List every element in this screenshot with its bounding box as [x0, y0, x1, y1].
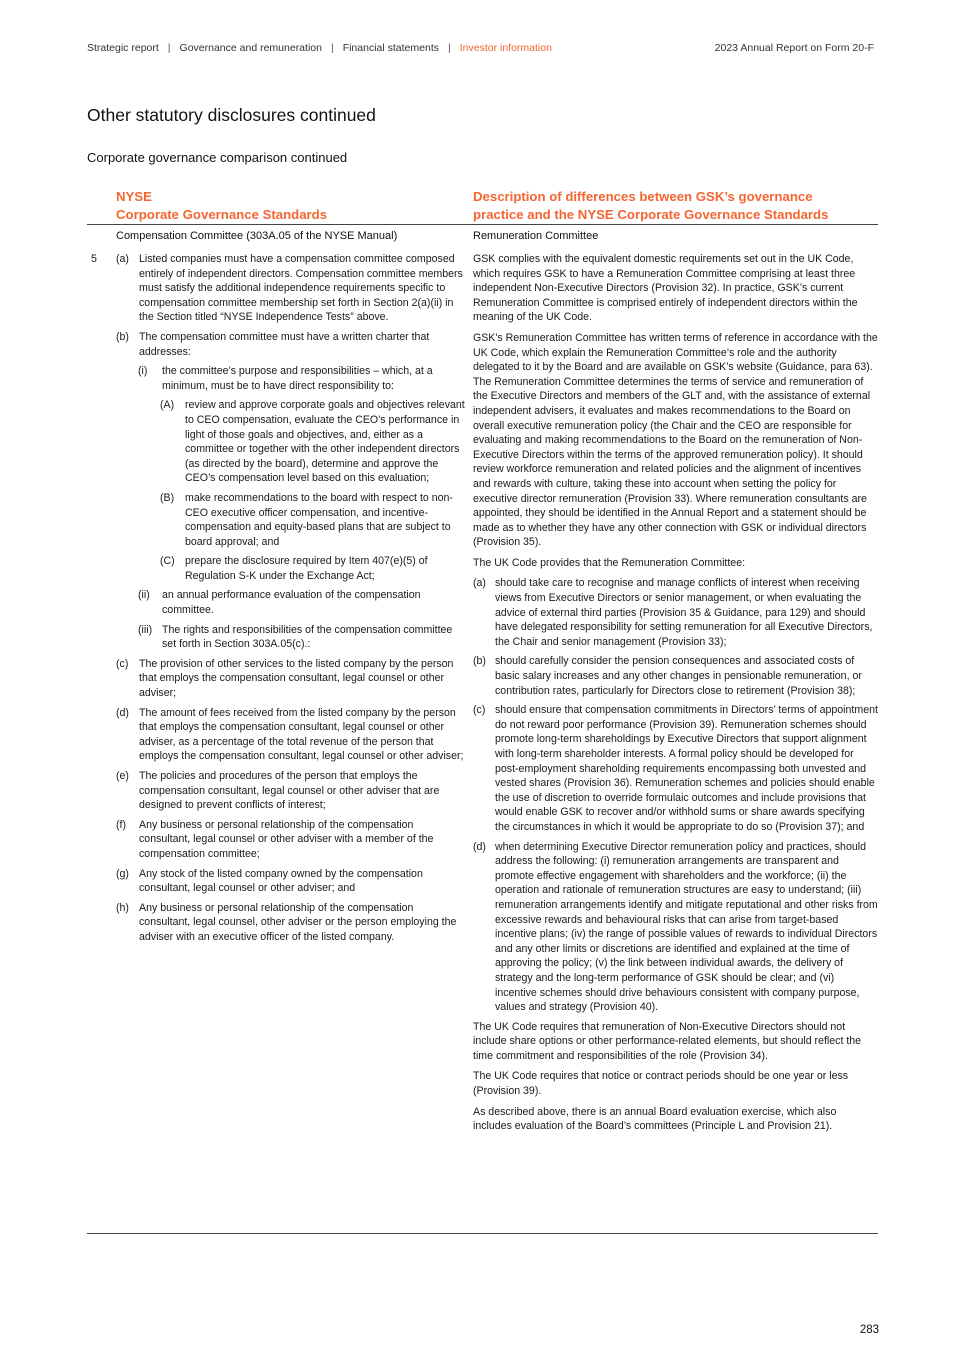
- compensation-committee-subheading: Compensation Committee (303A.05 of the NYSE Manual): [116, 230, 398, 242]
- gsk-item-d: [473, 840, 878, 1015]
- item-text: prepare the disclosure required by Item 407(e)(5) of Regulation S-K under the Exchange Act;: [185, 555, 428, 582]
- item-marker: (iii): [138, 623, 153, 636]
- item-text: review and approve corporate goals and objectives relevant to CEO compensation, evaluate the CEO’s performance in light of those goals and objectives, and, either as a committee or together with the other independent directors (as directed by the board), determine and approve the CEO’s compensation level based on this evaluation;: [185, 399, 465, 485]
- item-marker: (A): [160, 399, 175, 412]
- item-text: The rights and responsibilities of the compensation committee set forth in Section 303A.05(c).:: [162, 623, 453, 651]
- item-text: Any business or personal relationship of the compensation consultant, legal counsel or other adviser with a member of the compensation committee;: [139, 818, 434, 860]
- item-marker: (f): [116, 818, 126, 831]
- item-marker: (a): [473, 577, 486, 590]
- item-text: should ensure that compensation commitments in Directors’ terms of appointment do not reward poor performance (Provision 39). Remuneration schemes should promote long-term shareholdings by Executive Directors that support alignment with long-term shareholder interests. A formal policy should be developed for post-employment shareholding requirements encompassing both unvested and vested shares (Provision 36). Remuneration schemes and policies should enable the use of discretion to override formulaic outcomes and include provisions that would enable GSK to recover and/or withhold sums or share awards specifying the circumstances in which it would be appropriate to do so (Provision 37); and: [495, 704, 878, 833]
- gsk-paragraph-1: GSK complies with the equivalent domestic requirements set out in the UK Code, which requires GSK to have a Remuneration Committee comprising at least three independent Non-Executive Directors (Provision 32). In practice, GSK’s current Remuneration Committee is comprised entirely of independent directors within the meaning of the UK Code.: [473, 253, 858, 324]
- gsk-paragraph-5: The UK Code requires that notice or contract periods should be one year or less (Provision 39).: [473, 1070, 849, 1098]
- item-text: should take care to recognise and manage conflicts of interest when receiving views from Executive Directors or senior management, or when evaluating the advice of external third parties (Provision 35 & Guidance, para 129) and should have delegated responsibility for setting remuneration for all Executive Directors, the Chair and senior management (Provision 33);: [495, 577, 873, 648]
- nyse-item-b-i-b: [87, 491, 467, 549]
- item-marker: (C): [160, 555, 175, 568]
- nyse-heading-line-2: Corporate Governance Standards: [116, 206, 328, 222]
- item-text: make recommendations to the board with respect to non-CEO executive officer compensation, and incentive-compensation and equity-based plans that are subject to board approval; and: [185, 491, 453, 548]
- nyse-standards-column: [87, 252, 467, 950]
- item-marker: (c): [473, 704, 486, 717]
- gsk-item-c: [473, 703, 878, 834]
- page-number: 283: [859, 1324, 879, 1336]
- nyse-item-h: [87, 901, 467, 945]
- nyse-heading-line-1: NYSE: [116, 189, 152, 204]
- gsk-paragraph-6: As described above, there is an annual Board evaluation exercise, which also includes evaluation of the Board’s committees (Principle L and Provision 21).: [473, 1105, 837, 1133]
- gsk-practice-column: [473, 252, 878, 1140]
- item-marker: (B): [160, 491, 175, 504]
- gsk-heading-line-2: practice and the NYSE Corporate Governance Standards: [473, 206, 829, 222]
- nyse-item-b-i-c: [87, 554, 467, 583]
- nyse-item-b: [87, 330, 467, 359]
- item-text: when determining Executive Director remuneration policy and practices, should address the following: (i) remuneration arrangements are transparent and promote effective engagement with shareholders and the workforce; (ii) the operation and rationale of remuneration structures are easy to understand; (iii) remuneration arrangements identify and mitigate reputational and other risks from excessive rewards and behavioural risks that can arise from target-based incentive plans; (iv) the range of possible values of rewards to individual Directors and any other limits or discretions are identified and explained at the time of approving the policy; (v) the link between individual awards, the delivery of strategy and the long-term performance of GSK should be clear; and (vi) incentive schemes should drive behaviours consistent with company purpose, values and strategy (Provision 40).: [495, 840, 878, 1014]
- item-text: Any stock of the listed company owned by the compensation consultant, legal counsel or other adviser; and: [139, 867, 423, 895]
- nyse-item-d: [87, 706, 467, 764]
- item-text: Any business or personal relationship of the compensation consultant, legal counsel, other adviser or the person employing the adviser with an executive officer of the listed company.: [139, 901, 457, 943]
- item-text: The policies and procedures of the person that employs the compensation consultant, legal counsel or other adviser that are designed to prevent conflicts of interest;: [139, 770, 440, 812]
- remuneration-committee-subheading: Remuneration Committee: [473, 230, 599, 242]
- item-marker: (d): [116, 706, 129, 719]
- item-text: Listed companies must have a compensation committee composed entirely of independent directors. Compensation committee members must satisfy the additional independence requirements specific to compensation committee membership set forth in Section 2(a)(ii) in the Section titled “NYSE Independence Tests” above.: [139, 253, 463, 324]
- item-text: should carefully consider the pension consequences and associated costs of basic salary increases and any other changes in pensionable remuneration, or contribution rates, particularly for Directors close to retirement (Provision 38);: [495, 655, 862, 697]
- item-text: an annual performance evaluation of the compensation committee.: [162, 589, 421, 617]
- item-number: 5: [91, 253, 97, 265]
- item-marker: (ii): [138, 589, 150, 602]
- item-text: The amount of fees received from the listed company by the person that employs the compensation consultant, legal counsel or other adviser, as a percentage of the total revenue of the person that employs the compensation consultant, legal counsel or other adviser;: [139, 706, 464, 763]
- gsk-paragraph-2: GSK's Remuneration Committee has written terms of reference in accordance with the UK Code, which explain the Remuneration Committee’s role and the authority delegated to it by the Board and are available on GSK’s website (Guidance, para 63). The Remuneration Committee determines the terms of service and remuneration of the Executive Directors and members of the GLT and, with the assistance of external independent advisers, it evaluates and makes recommendations to the Board on overall executive remuneration policy (the Chair and the CEO are responsible for evaluating and making recommendations to the Board on the remuneration of Non-Executive Directors within the terms of the approved remuneration policy). It should review workforce remuneration and related policies and the alignment of incentives and rewards with culture, taking these into account when setting the policy for executive director remuneration (Provision 33). Where remuneration consultants are appointed, they should be identified in the Annual Report and a statement should be made as to whether they have any other connection with GSK or individual directors (Provision 35).: [473, 331, 878, 549]
- nyse-item-g: [87, 867, 467, 896]
- nav-strategic-report[interactable]: Strategic report: [87, 42, 159, 54]
- item-marker: (b): [116, 330, 129, 343]
- nav-financial-statements[interactable]: Financial statements: [342, 42, 439, 54]
- nyse-item-b-i: [87, 364, 467, 393]
- item-marker: (d): [473, 840, 486, 853]
- item-marker: (c): [116, 657, 129, 670]
- gsk-heading-line-1: Description of differences between GSK’s governance: [473, 189, 813, 204]
- page-title: Other statutory disclosures continued: [87, 105, 376, 125]
- table-top-rule: [87, 224, 878, 225]
- nyse-item-a: [87, 252, 467, 325]
- item-marker: (i): [138, 365, 148, 378]
- nyse-item-b-i-a: [87, 398, 467, 486]
- nav-investor-information[interactable]: Investor information: [459, 42, 552, 54]
- nav-separator: |: [447, 42, 451, 54]
- nyse-column-heading: [116, 188, 327, 223]
- item-marker: (a): [116, 253, 129, 265]
- nyse-item-b-iii: [87, 623, 467, 652]
- item-marker: (h): [116, 901, 129, 914]
- gsk-paragraph-3: The UK Code provides that the Remuneration Committee:: [473, 556, 746, 569]
- item-marker: (e): [116, 770, 129, 782]
- report-title: 2023 Annual Report on Form 20-F: [714, 42, 874, 54]
- item-text: The provision of other services to the listed company by the person that employs the compensation consultant, legal counsel or other adviser;: [139, 657, 454, 700]
- section-nav: [87, 42, 552, 54]
- item-text: The compensation committee must have a written charter that addresses:: [139, 330, 430, 358]
- nyse-item-e: [87, 769, 467, 813]
- gsk-paragraph-4: The UK Code requires that remuneration of Non-Executive Directors should not include share options or other performance-related elements, but should reflect the time commitment and responsibilities of the role (Provision 34).: [473, 1020, 862, 1062]
- item-marker: (b): [473, 655, 486, 668]
- nav-separator: |: [330, 42, 334, 54]
- nav-governance-and-remuneration[interactable]: Governance and remuneration: [179, 42, 322, 54]
- item-marker: (g): [116, 867, 129, 880]
- page-subtitle: Corporate governance comparison continued: [87, 150, 348, 165]
- table-bottom-rule: [87, 1233, 878, 1234]
- item-text: the committee’s purpose and responsibilities – which, at a minimum, must be to have direct responsibility to:: [162, 365, 433, 392]
- nav-separator: |: [167, 42, 171, 54]
- nyse-item-c: [87, 657, 467, 701]
- nyse-item-f: [87, 818, 467, 862]
- gsk-item-b: [473, 654, 878, 698]
- gsk-column-heading: [473, 188, 863, 223]
- nyse-item-b-ii: [87, 588, 467, 617]
- gsk-item-a: [473, 576, 878, 649]
